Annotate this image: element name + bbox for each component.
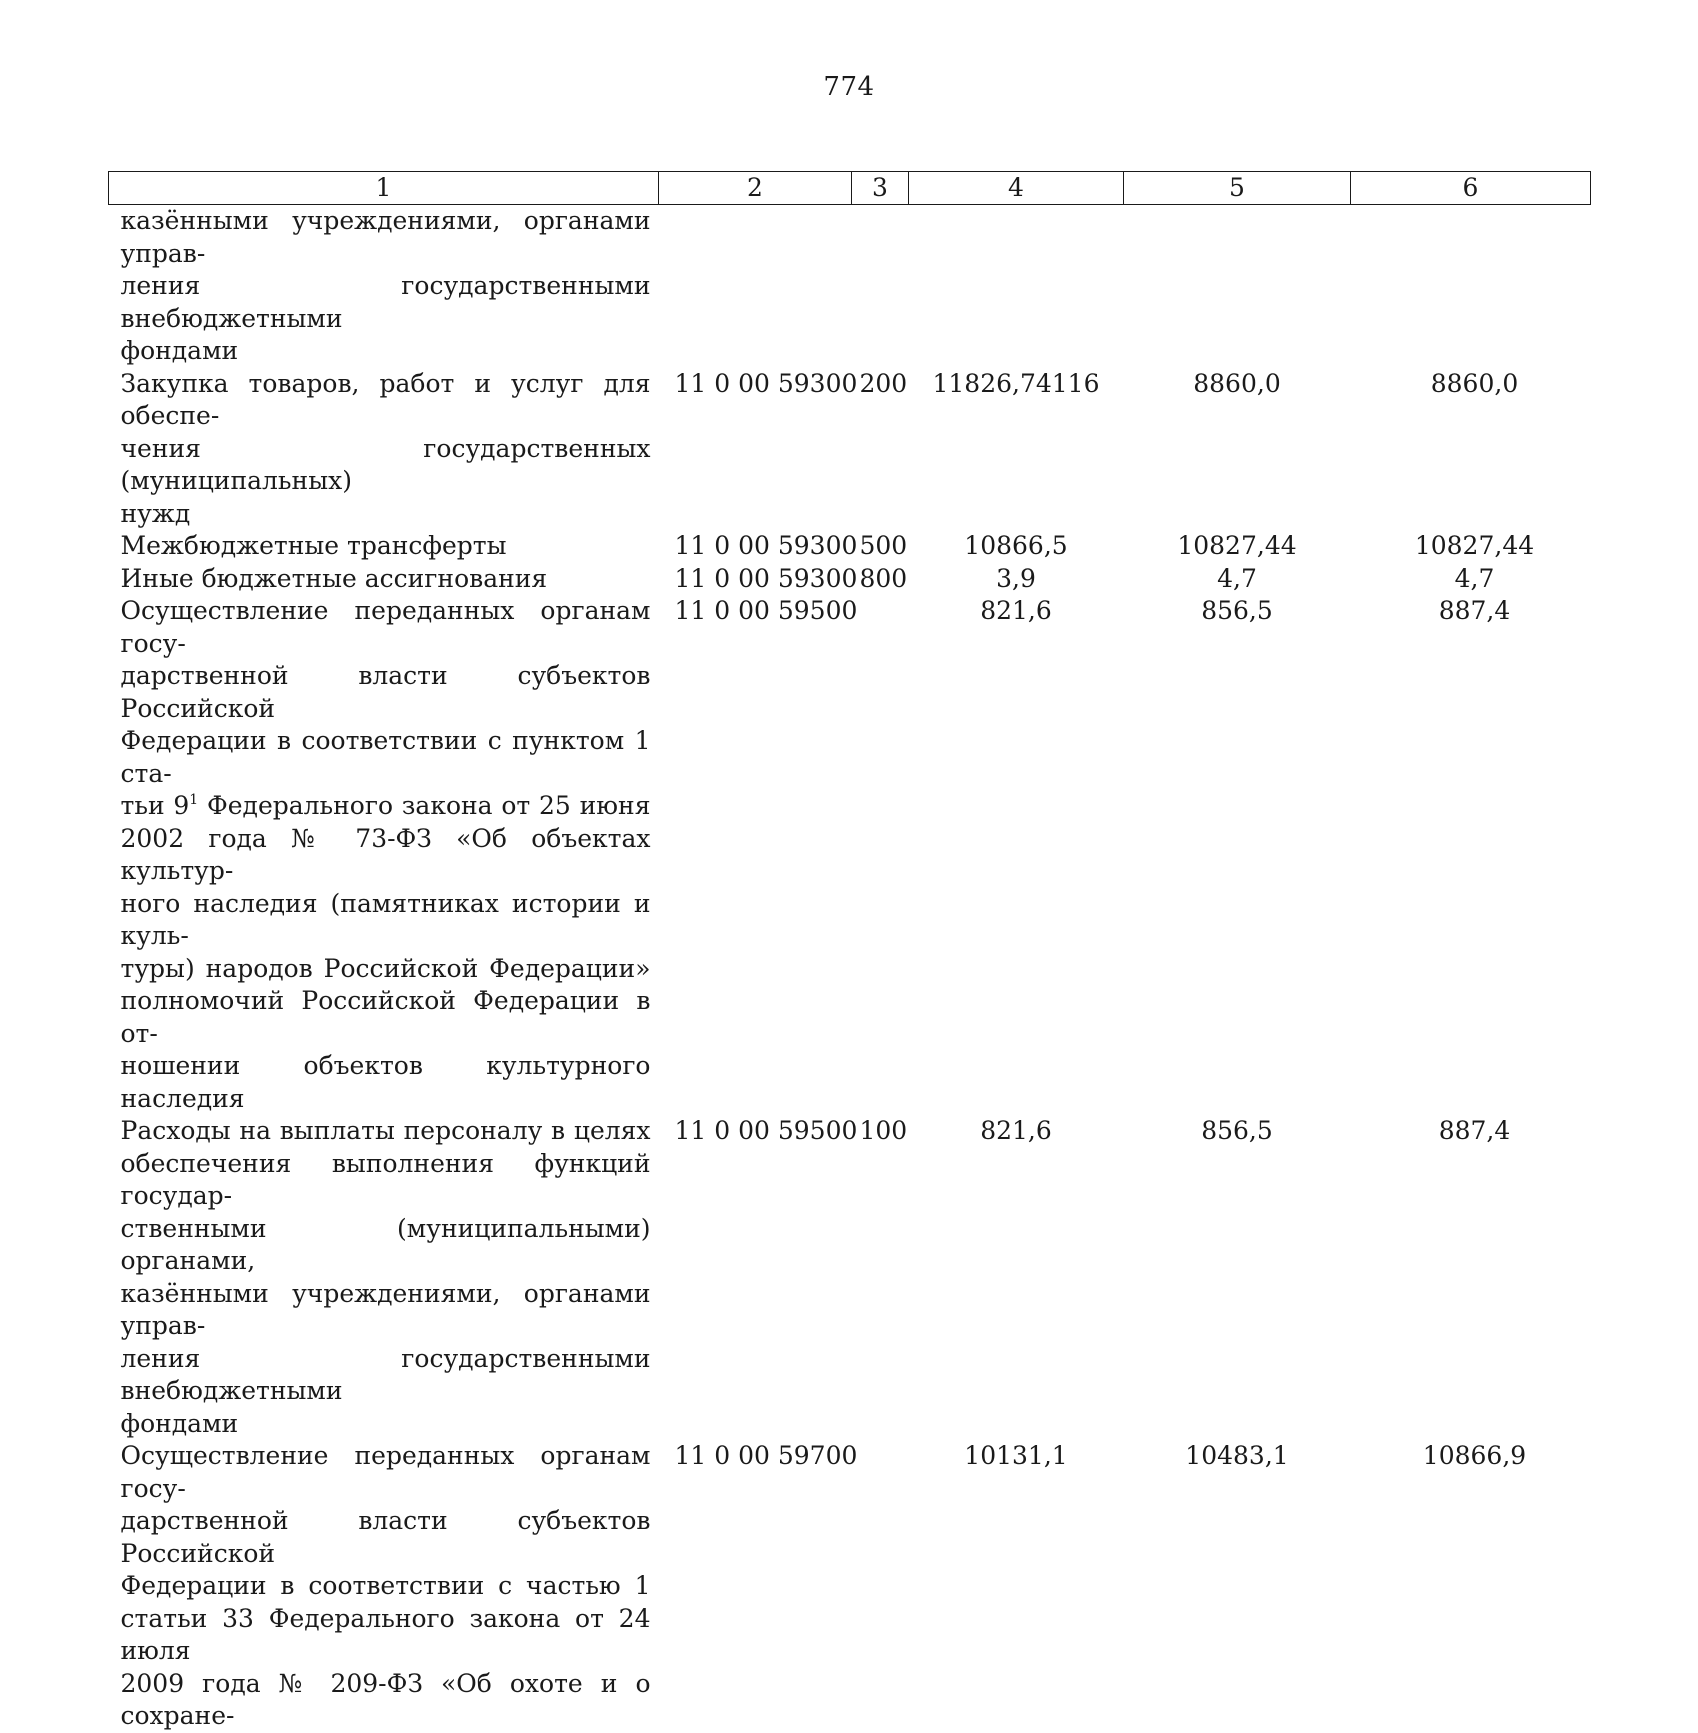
row-value-col-4 bbox=[909, 205, 1124, 368]
row-name-line: ственными (муниципальными) органами, bbox=[120, 1213, 651, 1275]
row-value-col-5 bbox=[1124, 205, 1351, 368]
row-expense-type bbox=[852, 595, 909, 1115]
row-value-col-5: 856,5 bbox=[1201, 1116, 1273, 1145]
row-value-col-5: 4,7 bbox=[1217, 563, 1257, 593]
row-name bbox=[109, 1440, 659, 1733]
header-col-6: 6 bbox=[1351, 172, 1591, 205]
row-name-line: фондами bbox=[120, 1408, 239, 1438]
row-expense-type bbox=[852, 1440, 909, 1733]
table-row bbox=[109, 205, 1591, 368]
page-number: 774 bbox=[823, 72, 875, 102]
row-value-col-6: 887,4 bbox=[1438, 1116, 1511, 1145]
row-name-line: чения государственных (муниципальных) bbox=[120, 433, 651, 495]
row-value-col-5: 10483,1 bbox=[1185, 1441, 1289, 1470]
header-col-2: 2 bbox=[659, 172, 852, 205]
row-name-line: обеспечения выполнения функций государ- bbox=[120, 1148, 651, 1210]
row-value-col-4: 10131,1 bbox=[964, 1441, 1068, 1470]
row-value-col-4: 11826,74116 bbox=[932, 368, 1100, 398]
row-name bbox=[109, 530, 659, 563]
row-name-line: ления государственными внебюджетными bbox=[120, 1343, 651, 1405]
header-col-3: 3 bbox=[852, 172, 909, 205]
row-value-col-5: 856,5 bbox=[1201, 596, 1273, 625]
row-name-line: Федерации в соответствии с частью 1 bbox=[120, 1571, 651, 1600]
row-name bbox=[109, 368, 659, 531]
row-name-line: тьи $9^1$ Федерального закона от 25 июня bbox=[120, 791, 651, 820]
row-name bbox=[109, 205, 659, 368]
table-row bbox=[109, 1115, 1591, 1440]
row-expense-type: 800 bbox=[859, 563, 908, 593]
row-code bbox=[659, 205, 852, 368]
row-name-line: Закупка товаров, работ и услуг для обеспе- bbox=[120, 368, 651, 430]
row-name-line: ношении объектов культурного наследия bbox=[120, 1051, 651, 1113]
row-name bbox=[109, 1115, 659, 1440]
row-value-col-4: 10866,5 bbox=[964, 531, 1068, 560]
row-name-line: Осуществление переданных органам госу- bbox=[120, 1441, 651, 1503]
row-name-line: Расходы на выплаты персоналу в целях bbox=[120, 1116, 651, 1145]
budget-table bbox=[108, 171, 1591, 1733]
table-row bbox=[109, 368, 1591, 531]
row-name-line: статьи 33 Федерального закона от 24 июля bbox=[120, 1603, 651, 1665]
row-expense-type: 200 bbox=[859, 368, 908, 398]
row-code: 11 0 00 59300 bbox=[674, 531, 858, 560]
table-header bbox=[109, 172, 1591, 205]
header-col-4: 4 bbox=[909, 172, 1124, 205]
row-expense-type bbox=[852, 205, 909, 368]
row-name-line: Осуществление переданных органам госу- bbox=[120, 596, 651, 658]
table-row bbox=[109, 595, 1591, 1115]
row-value-col-4: 3,9 bbox=[996, 563, 1036, 593]
row-name bbox=[109, 563, 659, 596]
row-name-line: нужд bbox=[120, 498, 191, 528]
row-value-col-6 bbox=[1351, 205, 1591, 368]
header-col-1: 1 bbox=[109, 172, 659, 205]
table-row bbox=[109, 563, 1591, 596]
row-value-col-6: 8860,0 bbox=[1430, 368, 1519, 398]
row-value-col-5: 8860,0 bbox=[1193, 368, 1281, 398]
row-code: 11 0 00 59500 bbox=[674, 596, 858, 625]
row-name-line: Иные бюджетные ассигнования bbox=[120, 563, 548, 593]
row-value-col-6: 887,4 bbox=[1438, 596, 1511, 625]
row-name-line: фондами bbox=[120, 336, 239, 365]
row-name-line: дарственной власти субъектов Российской bbox=[120, 661, 651, 723]
table-row bbox=[109, 530, 1591, 563]
row-code: 11 0 00 59500 bbox=[674, 1116, 858, 1145]
row-expense-type: 500 bbox=[859, 531, 908, 560]
row-code: 11 0 00 59700 bbox=[674, 1441, 858, 1470]
row-name-line: дарственной власти субъектов Российской bbox=[120, 1506, 651, 1568]
row-code: 11 0 00 59300 bbox=[674, 563, 858, 593]
row-name-line: ления государственными внебюджетными bbox=[120, 271, 651, 333]
row-value-col-4: 821,6 bbox=[980, 596, 1052, 625]
row-name-line: туры) народов Российской Федерации» bbox=[120, 953, 651, 983]
row-value-col-6: 4,7 bbox=[1454, 563, 1495, 593]
row-value-col-6: 10866,9 bbox=[1422, 1441, 1527, 1470]
row-name-line: Федерации в соответствии с пунктом 1 ста- bbox=[120, 726, 651, 788]
row-name-line: полномочий Российской Федерации в от- bbox=[120, 986, 651, 1048]
row-value-col-4: 821,6 bbox=[980, 1116, 1052, 1145]
row-name-line: ного наследия (памятниках истории и куль- bbox=[120, 888, 651, 950]
row-name bbox=[109, 595, 659, 1115]
row-name-line: казёнными учреждениями, органами управ- bbox=[120, 206, 651, 268]
row-code: 11 0 00 59300 bbox=[674, 368, 858, 398]
table-body bbox=[109, 205, 1591, 1733]
row-name-line: Межбюджетные трансферты bbox=[120, 531, 507, 560]
row-value-col-5: 10827,44 bbox=[1177, 531, 1297, 560]
row-name-line: 2002 года № 73-ФЗ «Об объектах культур- bbox=[120, 823, 651, 885]
header-col-5: 5 bbox=[1124, 172, 1351, 205]
row-name-line: 2009 года № 209-ФЗ «Об охоте и о сохране- bbox=[120, 1668, 651, 1730]
table-row bbox=[109, 1440, 1591, 1733]
row-name-line: казёнными учреждениями, органами управ- bbox=[120, 1278, 651, 1340]
row-expense-type: 100 bbox=[859, 1116, 908, 1145]
row-value-col-6: 10827,44 bbox=[1414, 531, 1535, 560]
